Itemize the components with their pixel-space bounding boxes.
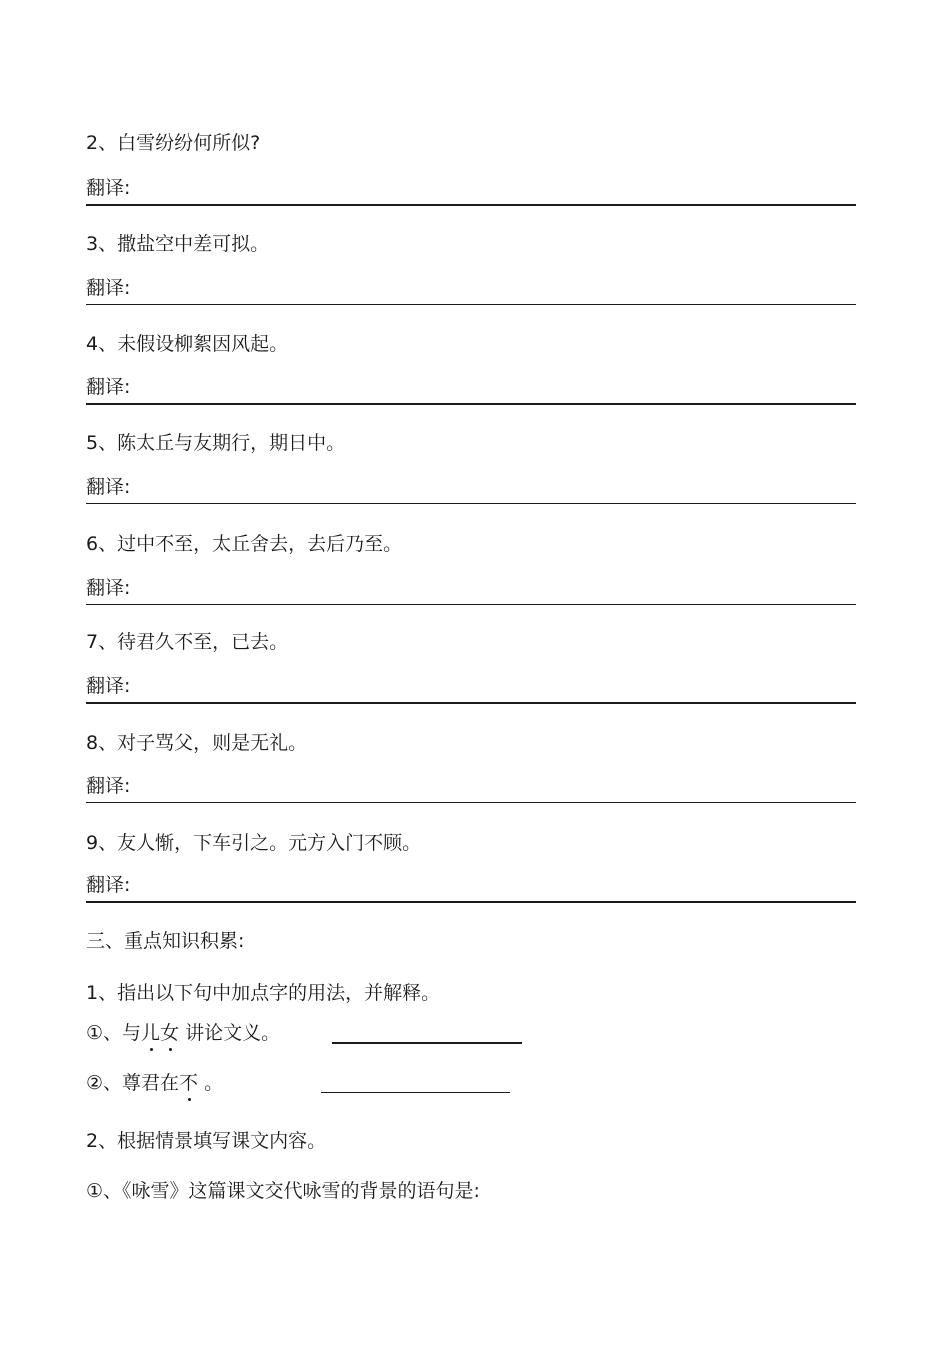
question-1a: ①、与儿女 讲论文义。 [86,1022,281,1044]
translation-label: 翻译: [86,675,131,697]
question-2-title: 2、根据情景填写课文内容。 [86,1130,327,1152]
translation-label: 翻译: [86,874,131,896]
translation-line-4[interactable] [86,375,856,405]
translation-line-3[interactable] [86,276,856,305]
sentence-5: 5、陈太丘与友期行，期日中。 [86,432,346,454]
translation-label: 翻译: [86,476,131,498]
translation-label: 翻译: [86,277,131,299]
translation-line-6[interactable] [86,576,856,605]
sentence-2: 2、白雪纷纷何所似? [86,132,261,154]
sentence-4: 4、未假设柳絮因风起。 [86,333,289,355]
sentence-8: 8、对子骂父，则是无礼。 [86,732,308,754]
dotted-char: 女 [160,1022,180,1044]
question-1b: ②、尊君在不 。 [86,1072,224,1094]
translation-label: 翻译: [86,775,131,797]
question-2-item-1: ①、《咏雪》这篇课文交代咏雪的背景的语句是: [86,1180,480,1202]
translation-line-8[interactable] [86,774,856,803]
translation-label: 翻译: [86,577,131,599]
dotted-char: 儿 [141,1022,161,1044]
translation-line-2[interactable] [86,176,856,206]
translation-label: 翻译: [86,376,131,398]
sentence-6: 6、过中不至，太丘舍去，去后乃至。 [86,533,403,555]
translation-line-9[interactable] [86,873,856,903]
sentence-3: 3、撒盐空中差可拟。 [86,233,270,255]
dotted-char: 不 [179,1072,199,1094]
answer-blank-1a[interactable] [332,1042,522,1044]
translation-line-5[interactable] [86,475,856,504]
translation-line-7[interactable] [86,674,856,704]
sentence-9: 9、友人惭，下车引之。元方入门不顾。 [86,832,422,854]
translation-label: 翻译: [86,177,131,199]
section-heading: 三、重点知识积累: [86,930,245,952]
question-1-title: 1、指出以下句中加点字的用法，并解释。 [86,982,441,1004]
answer-blank-1b[interactable] [321,1092,510,1093]
sentence-7: 7、待君久不至，已去。 [86,631,289,653]
